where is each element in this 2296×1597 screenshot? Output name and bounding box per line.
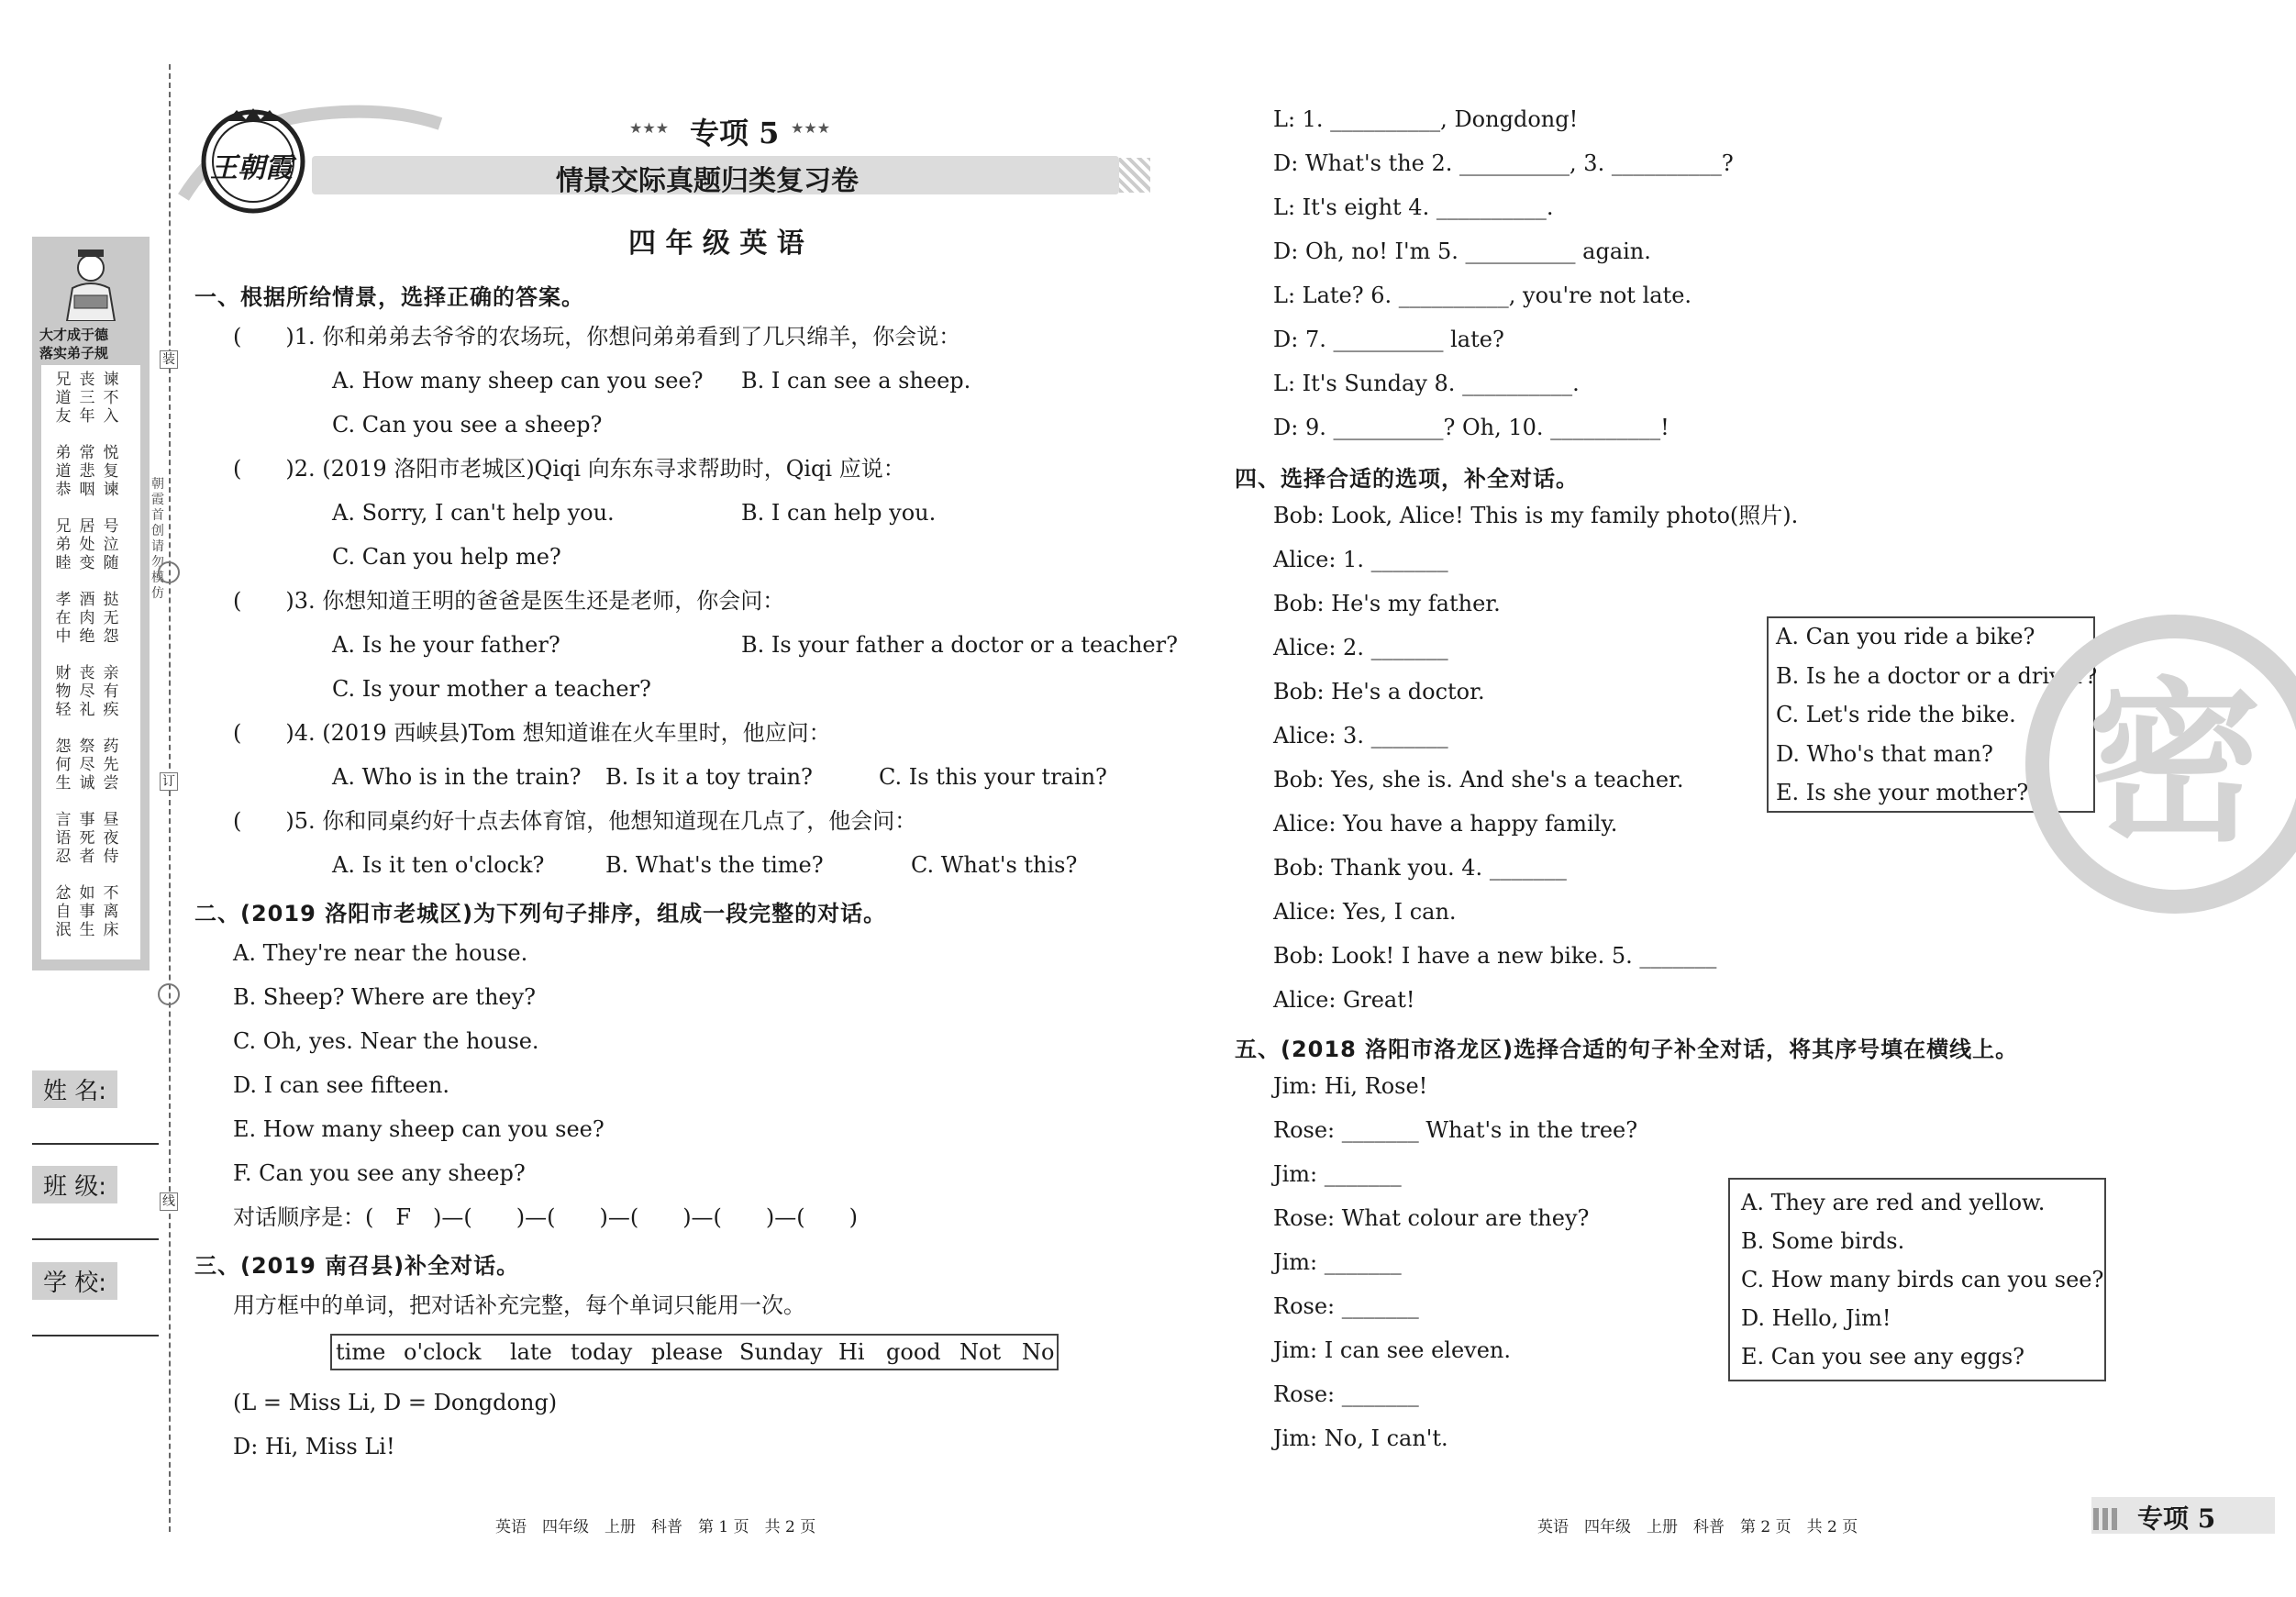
option-item: C. How many birds can you see?	[1741, 1267, 2104, 1292]
dialog-line[interactable]: Rose: _______ What's in the tree?	[1273, 1117, 1638, 1143]
page-title: 情景交际真题归类复习卷	[556, 165, 859, 197]
dialog-line[interactable]: Alice: 1. _______	[1273, 547, 1448, 572]
poem-column: 财物轻	[55, 664, 72, 719]
dialog-line[interactable]: L: Late? 6. __________, you're not late.	[1273, 283, 1692, 308]
word-bank-word: o'clock	[404, 1339, 482, 1365]
badge-squares-icon	[2093, 1508, 2117, 1530]
dialog-line[interactable]: Rose: _______	[1273, 1381, 1419, 1407]
s2-item-a: A. They're near the house.	[233, 940, 528, 966]
s3-dialog-line-0: D: Hi, Miss Li!	[233, 1434, 395, 1459]
name-field[interactable]	[32, 1143, 159, 1145]
option-item: A. They are red and yellow.	[1741, 1190, 2046, 1215]
q4-option-a[interactable]: A. Who is in the train?	[332, 764, 582, 790]
section-3-title: 三、(2019 南召县)补全对话。	[194, 1253, 520, 1279]
word-bank-word: today	[571, 1339, 633, 1365]
q3-option-a[interactable]: A. Is he your father?	[332, 632, 560, 658]
badge-label: 专项 5	[2137, 1503, 2216, 1534]
poem-column: 居处变	[79, 517, 95, 572]
question-5: ( )5. 你和同桌约好十点去体育馆，他想知道现在几点了，他会问：	[233, 808, 917, 834]
dialog-line[interactable]: Bob: Look! I have a new bike. 5. _______	[1273, 943, 1717, 969]
dialog-line[interactable]: Bob: Thank you. 4. _______	[1273, 855, 1567, 881]
dialog-line[interactable]: Jim: Hi, Rose!	[1273, 1073, 1428, 1099]
dialog-line[interactable]: Bob: He's a doctor.	[1273, 679, 1485, 704]
poem-column: 常悲咽	[79, 444, 95, 499]
stars-left: ★★★	[629, 119, 670, 137]
q4-option-c[interactable]: C. Is this your train?	[879, 764, 1107, 790]
name-label: 姓 名:	[32, 1070, 117, 1108]
q2-option-b[interactable]: B. I can help you.	[741, 500, 937, 526]
q1-option-a[interactable]: A. How many sheep can you see?	[332, 368, 704, 394]
word-bank-word: late	[510, 1339, 552, 1365]
stars-right: ★★★	[791, 119, 831, 137]
word-bank-word: No	[1022, 1339, 1055, 1365]
q5-option-a[interactable]: A. Is it ten o'clock?	[332, 852, 545, 878]
option-item: C. Let's ride the bike.	[1776, 702, 2016, 727]
poem-column: 丧三年	[79, 371, 95, 426]
page-subtitle: 四 年 级 英 语	[628, 227, 804, 260]
motto-line-1: 大才成于德	[39, 327, 109, 343]
footer-left: 英语 四年级 上册 科普 第 1 页 共 2 页	[495, 1518, 816, 1536]
poem-column: 祭尽诚	[79, 738, 95, 793]
q3-option-b[interactable]: B. Is your father a doctor or a teacher?	[741, 632, 1178, 658]
section-2-title: 二、(2019 洛阳市老城区)为下列句子排序，组成一段完整的对话。	[194, 901, 887, 926]
dialog-line[interactable]: D: 7. __________ late?	[1273, 327, 1504, 352]
poem-column: 怨何生	[55, 738, 72, 793]
option-item: B. Some birds.	[1741, 1228, 1905, 1254]
q5-option-b[interactable]: B. What's the time?	[605, 852, 824, 878]
dialog-line[interactable]: D: 9. __________? Oh, 10. __________!	[1273, 415, 1669, 440]
poem-column: 号泣随	[103, 517, 119, 572]
binding-line	[169, 64, 171, 1532]
q2-option-c[interactable]: C. Can you help me?	[332, 544, 561, 570]
q3-option-c[interactable]: C. Is your mother a teacher?	[332, 676, 651, 702]
question-3: ( )3. 你想知道王明的爸爸是医生还是老师，你会问：	[233, 588, 785, 614]
question-1: ( )1. 你和弟弟去爷爷的农场玩，你想问弟弟看到了几只绵羊，你会说：	[233, 324, 961, 349]
s2-item-e: E. How many sheep can you see?	[233, 1116, 605, 1142]
word-bank-word: good	[886, 1339, 941, 1365]
dialog-line[interactable]: Bob: Look, Alice! This is my family photo(照片).	[1273, 503, 1799, 528]
word-bank-word: time	[336, 1339, 386, 1365]
binding-dot-icon	[158, 983, 180, 1005]
footer-right: 英语 四年级 上册 科普 第 2 页 共 2 页	[1537, 1518, 1858, 1536]
word-bank-word: please	[651, 1339, 724, 1365]
poem-column: 谏不入	[103, 371, 119, 426]
poem-column: 孝在中	[55, 591, 72, 646]
word-bank-word: Not	[959, 1339, 1002, 1365]
fold-label-1: 装	[160, 350, 178, 369]
s2-item-c: C. Oh, yes. Near the house.	[233, 1028, 539, 1054]
section-1-title: 一、根据所给情景，选择正确的答案。	[194, 284, 584, 310]
poem-column: 昼夜侍	[103, 811, 119, 866]
question-2: ( )2. (2019 洛阳市老城区)Qiqi 向东东寻求帮助时，Qiqi 应说：	[233, 456, 905, 482]
dialog-line[interactable]: Alice: 3. _______	[1273, 723, 1448, 749]
series-label: 专项 5	[690, 116, 780, 150]
scholar-illustration	[54, 244, 128, 321]
dialog-line[interactable]: Jim: _______	[1273, 1249, 1402, 1275]
poem-column: 忿自泯	[55, 884, 72, 939]
dialog-line[interactable]: Rose: What colour are they?	[1273, 1205, 1590, 1231]
poem-column: 弟道恭	[55, 444, 72, 499]
s2-item-f: F. Can you see any sheep?	[233, 1160, 526, 1186]
section-4-title: 四、选择合适的选项，补全对话。	[1235, 466, 1579, 492]
dialog-line[interactable]: Bob: He's my father.	[1273, 591, 1501, 616]
dialog-line[interactable]: L: It's Sunday 8. __________.	[1273, 371, 1580, 396]
poem-column: 事死者	[79, 811, 95, 866]
checker-decoration	[1119, 158, 1150, 193]
option-item: A. Can you ride a bike?	[1776, 624, 2035, 649]
seal-watermark	[2024, 613, 2296, 915]
dialog-line[interactable]: Alice: 2. _______	[1273, 635, 1448, 660]
q5-option-c[interactable]: C. What's this?	[911, 852, 1078, 878]
dialog-line[interactable]: Rose: _______	[1273, 1293, 1419, 1319]
school-field[interactable]	[32, 1335, 159, 1336]
binding-dot-icon	[158, 561, 180, 583]
poem-column: 挞无怨	[103, 591, 119, 646]
q1-option-b[interactable]: B. I can see a sheep.	[741, 368, 971, 394]
dialog-line[interactable]: Jim: No, I can't.	[1273, 1425, 1448, 1451]
section-5-title: 五、(2018 洛阳市洛龙区)选择合适的句子补全对话，将其序号填在横线上。	[1235, 1037, 2019, 1062]
question-4: ( )4. (2019 西峡县)Tom 想知道谁在火车里时，他应问：	[233, 720, 831, 746]
option-item: B. Is he a doctor or a driver?	[1776, 662, 2098, 689]
dialog-line[interactable]: Jim: I can see eleven.	[1273, 1337, 1511, 1363]
poem-column: 兄道友	[55, 371, 72, 426]
dialog-line[interactable]: D: Oh, no! I'm 5. __________ again.	[1273, 238, 1651, 264]
school-label: 学 校:	[32, 1262, 117, 1300]
class-field[interactable]	[32, 1238, 159, 1240]
brand-logo-text: 王朝霞	[210, 152, 293, 184]
option-item: E. Can you see any eggs?	[1741, 1344, 2025, 1370]
poem-column: 丧尽礼	[79, 664, 95, 719]
s2-order-answer[interactable]: 对话顺序是：( F )—( )—( )—( )—( )—( )	[233, 1204, 859, 1230]
motto-line-2: 落实弟子规	[39, 345, 109, 361]
class-label: 班 级:	[32, 1166, 117, 1203]
q1-option-c[interactable]: C. Can you see a sheep?	[332, 412, 603, 438]
poem-column: 如事生	[79, 884, 95, 939]
q4-option-b[interactable]: B. Is it a toy train?	[605, 764, 813, 790]
dialog-line[interactable]: Alice: Great!	[1273, 987, 1415, 1013]
poem-column: 药先尝	[103, 738, 119, 793]
binding-notice: 朝霞首创 请勿模仿	[151, 477, 164, 601]
poem-column: 不离床	[103, 884, 119, 939]
word-bank-word: Sunday	[739, 1339, 823, 1365]
option-item: E. Is she your mother?	[1776, 780, 2029, 805]
fold-label-2: 订	[160, 772, 178, 791]
s2-item-b: B. Sheep? Where are they?	[233, 984, 537, 1010]
option-item: D. Hello, Jim!	[1741, 1305, 1891, 1331]
word-bank-word: Hi	[838, 1339, 865, 1365]
dialog-line[interactable]: L: It's eight 4. __________.	[1273, 194, 1554, 220]
dialog-line[interactable]: Bob: Yes, she is. And she's a teacher.	[1273, 767, 1684, 793]
dialog-line[interactable]: Alice: Yes, I can.	[1273, 899, 1457, 925]
poem-column: 言语忍	[55, 811, 72, 866]
svg-text:密: 密	[2087, 662, 2263, 865]
s3-instruction: 用方框中的单词，把对话补充完整，每个单词只能用一次。	[233, 1292, 805, 1318]
option-item: D. Who's that man?	[1776, 740, 1993, 767]
poem-column: 亲有疾	[103, 664, 119, 719]
poem-column: 悦复谏	[103, 444, 119, 499]
poem-column: 兄弟睦	[55, 517, 72, 572]
q2-option-a[interactable]: A. Sorry, I can't help you.	[332, 500, 615, 526]
fold-label-3: 线	[160, 1192, 178, 1211]
dialog-line[interactable]: L: 1. __________, Dongdong!	[1273, 106, 1579, 132]
dialog-line[interactable]: Jim: _______	[1273, 1161, 1402, 1187]
s3-roles: (L = Miss Li, D = Dongdong)	[233, 1390, 558, 1415]
dialog-line[interactable]: D: What's the 2. __________, 3. __________?	[1273, 150, 1734, 176]
poem-column: 酒肉绝	[79, 591, 95, 646]
s2-item-d: D. I can see fifteen.	[233, 1072, 449, 1098]
dialog-line[interactable]: Alice: You have a happy family.	[1273, 811, 1618, 837]
